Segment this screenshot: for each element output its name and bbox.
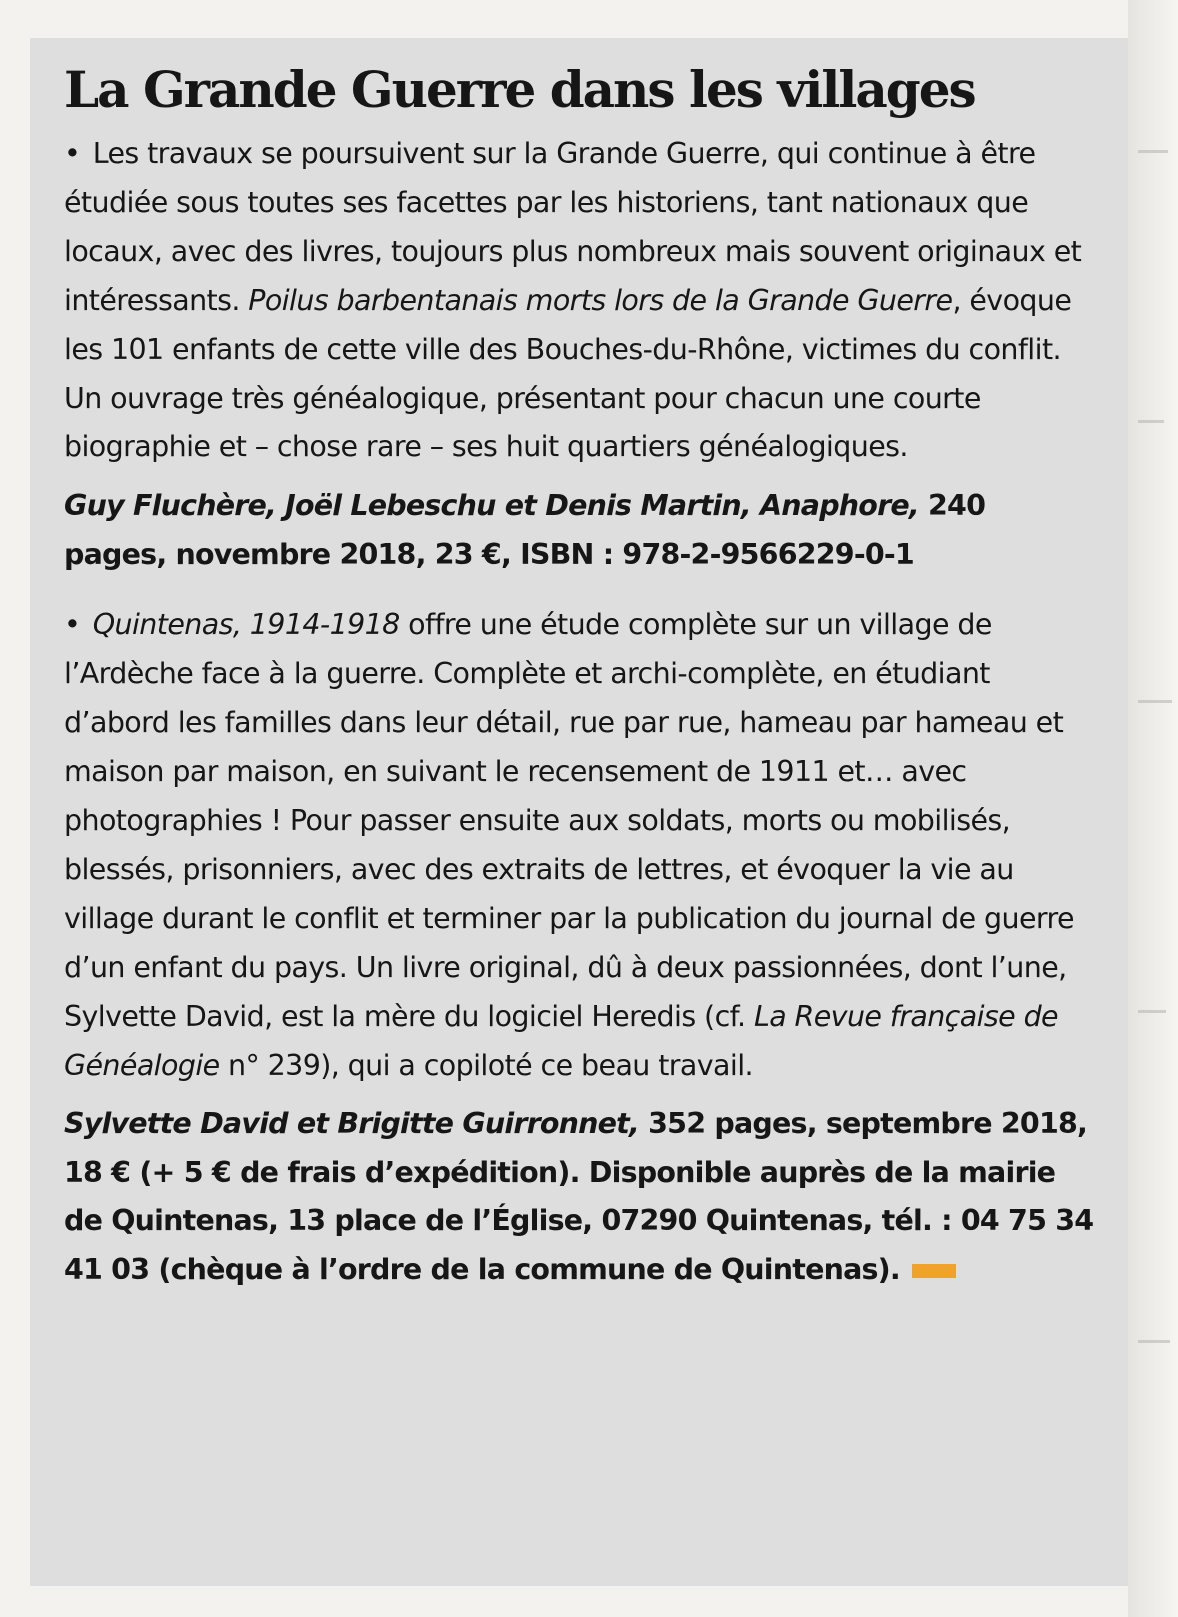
review-2-text: [64, 601, 1094, 1090]
review-2-ref-magazine: La Revue française de Généalogie: [64, 999, 1058, 1082]
review-1-body: , évoque les 101 enfants de cette ville des Bouches-du-Rhône, victimes du conflit. Un ouvrage très généalogique, présentant pour chacun une courte biographie et – chose rare – ses huit quartiers généalogiques.: [64, 283, 1072, 464]
review-1-book-title: Poilus barbentanais morts lors de la Grande Guerre: [248, 283, 953, 317]
review-2-reference: [64, 1100, 1094, 1294]
adjacent-page-rule: [1138, 420, 1164, 423]
review-1-details: 240 pages, novembre 2018, 23 €, ISBN : 978-2-9566229-0-1: [64, 489, 986, 571]
article-title: La Grande Guerre dans les villages: [64, 60, 975, 119]
review-2-details: 352 pages, septembre 2018, 18 € (+ 5 € de frais d’expédition). Disponible auprès de la mairie de Quintenas, 13 place de l’Église, 07290 Quintenas, tél. : 04 75 34 41 03 (chèque à l’ordre de la commune de Quintenas).: [64, 1107, 1094, 1286]
adjacent-page-rule: [1138, 1340, 1170, 1343]
review-1-intro: Les travaux se poursuivent sur la Grande Guerre, qui continue à être étudiée sous toutes ses facettes par les historiens, tant nationaux que locaux, avec des livres, toujours plus nombreux mais souvent originaux et intéressants.: [64, 137, 1082, 317]
article-box: [30, 38, 1128, 1586]
adjacent-page-margin: [1128, 0, 1178, 1617]
bullet: •: [64, 608, 81, 642]
review-1-text: [64, 130, 1094, 472]
review-2-ref-issue: n° 239), qui a copiloté ce beau travail.: [219, 1048, 754, 1082]
bullet: •: [64, 137, 81, 170]
end-of-article-mark: [912, 1264, 956, 1278]
review-2-authors: Sylvette David et Brigitte Guirronnet,: [64, 1107, 640, 1141]
review-1-reference: [64, 482, 1094, 579]
adjacent-page-rule: [1138, 700, 1172, 703]
adjacent-page-rule: [1138, 1010, 1166, 1013]
review-2-book-title: Quintenas, 1914-1918: [92, 608, 400, 642]
review-2-body: offre une étude complète sur un village de l’Ardèche face à la guerre. Complète et archi-complète, en étudiant d’abord les familles dans leur détail, rue par rue, hameau par hameau et maison par maison, en suivant le recensement de 1911 et… avec photographies ! Pour passer ensuite aux soldats, morts ou mobilisés, blessés, prisonniers, avec des extraits de lettres, et évoquer la vie au village durant le conflit et terminer par la publication du journal de guerre d’un enfant du pays. Un livre original, dû à deux passionnées, dont l’une, Sylvette David, est la mère du logiciel Heredis (cf.: [64, 608, 1074, 1033]
review-1-authors: Guy Fluchère, Joël Lebeschu et Denis Martin, Anaphore,: [64, 489, 919, 523]
adjacent-page-rule: [1138, 150, 1168, 153]
